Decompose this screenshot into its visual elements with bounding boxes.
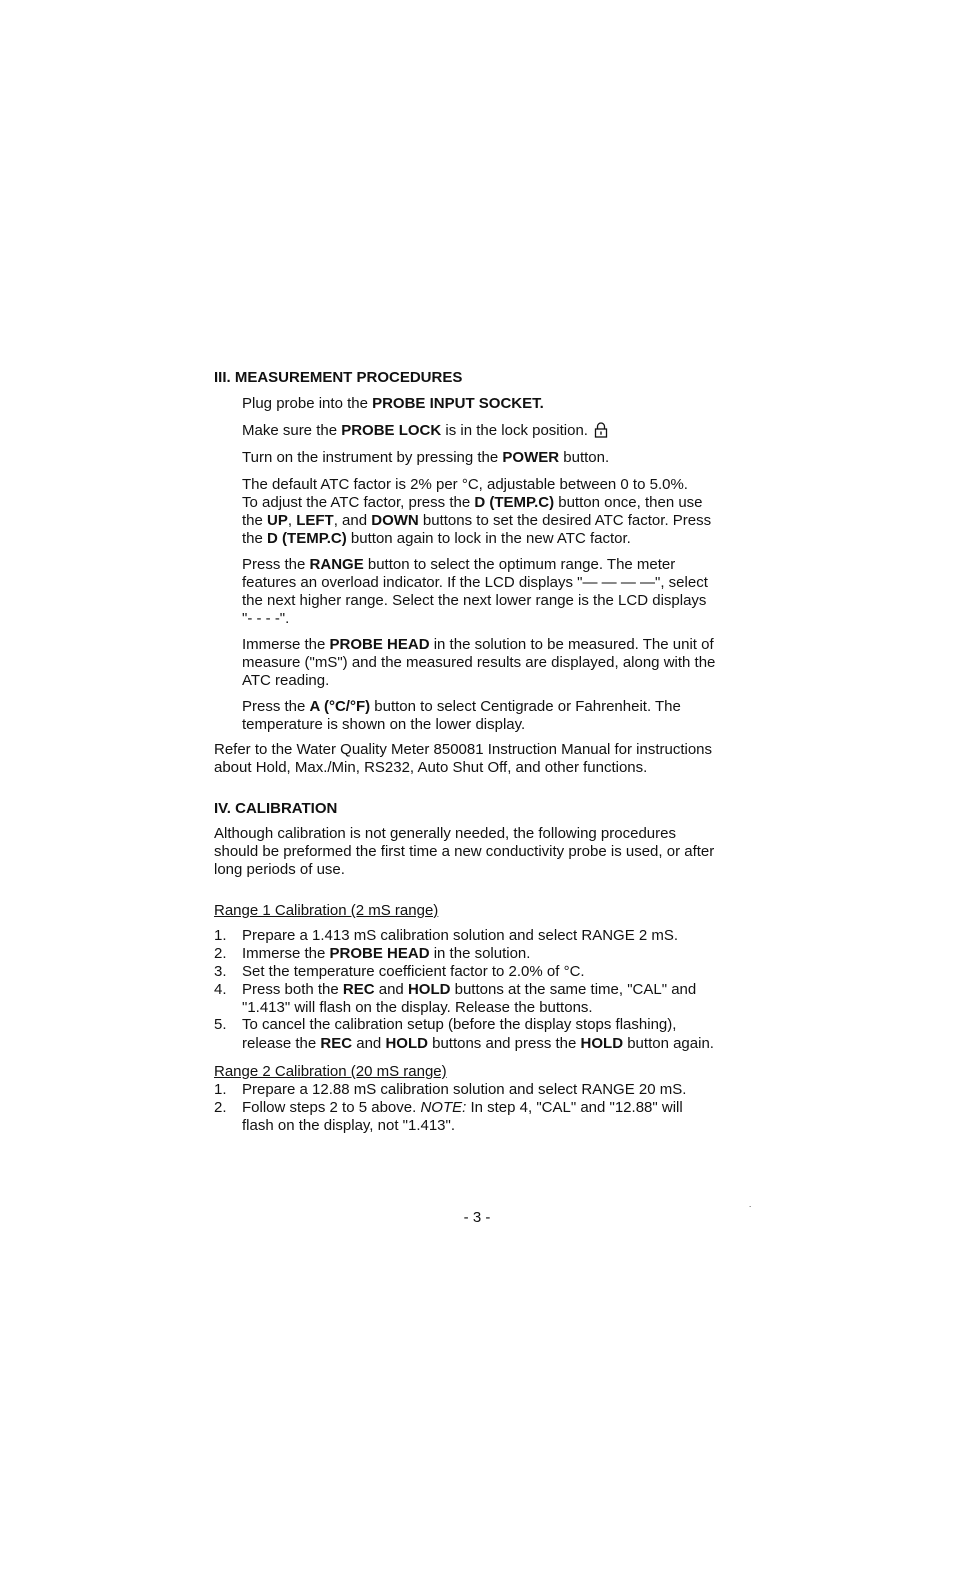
- range1-title: Range 1 Calibration (2 mS range): [214, 902, 439, 919]
- paragraph-plug-probe: Plug probe into the PROBE INPUT SOCKET.: [242, 395, 544, 412]
- range2-title: Range 2 Calibration (20 mS range): [214, 1063, 447, 1080]
- list-item: 2. Follow steps 2 to 5 above. NOTE: In step 4, "CAL" and "12.88" will flash on the display, not "1.413".: [214, 1099, 683, 1134]
- paragraph-range: Press the RANGE button to select the optimum range. The meter features an overload indicator. If the LCD displays "— — — —", select the next higher range. Select the next lower range is the LCD displays "- - - -".: [242, 556, 708, 627]
- stray-mark: .: [749, 1200, 752, 1209]
- paragraph-atc-factor: The default ATC factor is 2% per °C, adjustable between 0 to 5.0%. To adjust the ATC factor, press the D (TEMP.C) button once, then use the UP, LEFT, and DOWN buttons to set the desired ATC factor. Press the D (TEMP.C) button again to lock in the new ATC factor.: [242, 476, 712, 547]
- section-heading-measurement: III. MEASUREMENT PROCEDURES: [214, 369, 463, 386]
- paragraph-refer-manual: Refer to the Water Quality Meter 850081 Instruction Manual for instructions about Hold, Max./Min, RS232, Auto Shut Off, and other functions.: [214, 741, 713, 776]
- list-item: 5. To cancel the calibration setup (before the display stops flashing), release the REC and HOLD buttons and press the HOLD button again.: [214, 1016, 714, 1052]
- list-item: 4. Press both the REC and HOLD buttons at the same time, "CAL" and "1.413" will flash on the display. Release the buttons.: [214, 981, 697, 1016]
- page-number: - 3 -: [463, 1209, 491, 1226]
- manual-page: III. MEASUREMENT PROCEDURES Plug probe into the PROBE INPUT SOCKET. Make sure the PROBE LOCK is in the lock position. Turn on the instrument by pressing the POWER button. The default ATC factor is 2% per °C, adjustable between 0 to 5.0%. To adjust the ATC factor, press the D (TEMP.C) button once, then use the UP, LEFT, and DOWN buttons to set the desired ATC factor. Press the D (TEMP.C) button again to lock in the new ATC factor. Press the RANGE button to select the optimum range. The meter features an overload indicator. If the LCD displays "— — — —", select the next higher range. Select the next lower range is the LCD displays "- - - -". Immerse the PROBE HEAD in the solution to be measured. The unit of measure ("mS") and the measured results are displayed, along with the ATC reading. Press the A (°C/°F) button to select Centigrade or Fahrenheit. The temperature is shown on the lower display. Refer to the Water Quality Meter 850081 Instruction Manual for instructions about Hold, Max./Min, RS232, Auto Shut Off, and other functions. IV. CALIBRATION Although calibration is not generally needed, the following procedures should be preformed the first time a new conductivity probe is used, or after long periods of use. Range 1 Calibration (2 mS range) 1. Prepare a 1.413 mS calibration solution and select RANGE 2 mS. 2. Immerse the PROBE HEAD in the solution. 3. Set the temperature coefficient factor to 2.0% of °C. 4. Press both the REC and HOLD buttons at the same time, "CAL" and "1.413" will flash on the display. Release the buttons. 5. To cancel the calibration setup (before the display stops flashing), release the REC and HOLD buttons and press the HOLD button again. Range 2 Calibration (20 mS range) 1. Prepare a 12.88 mS calibration solution and select RANGE 20 mS. 2. Follow steps 2 to 5 above. NOTE: In step 4, "CAL" and "12.88" will flash on the display, not "1.413". . - 3 -: [0, 0, 954, 1572]
- section-heading-calibration: IV. CALIBRATION: [214, 800, 338, 817]
- paragraph-probe-head: Immerse the PROBE HEAD in the solution to be measured. The unit of measure ("mS") and the measured results are displayed, along with the ATC reading.: [242, 636, 716, 689]
- paragraph-probe-lock: Make sure the PROBE LOCK is in the lock position.: [242, 422, 754, 443]
- paragraph-temperature-unit: Press the A (°C/°F) button to select Centigrade or Fahrenheit. The temperature is shown on the lower display.: [242, 698, 681, 733]
- paragraph-calibration-intro: Although calibration is not generally needed, the following procedures should be preformed the first time a new conductivity probe is used, or after long periods of use.: [214, 825, 715, 878]
- padlock-icon: [594, 422, 608, 443]
- paragraph-power: Turn on the instrument by pressing the POWER button.: [242, 449, 610, 466]
